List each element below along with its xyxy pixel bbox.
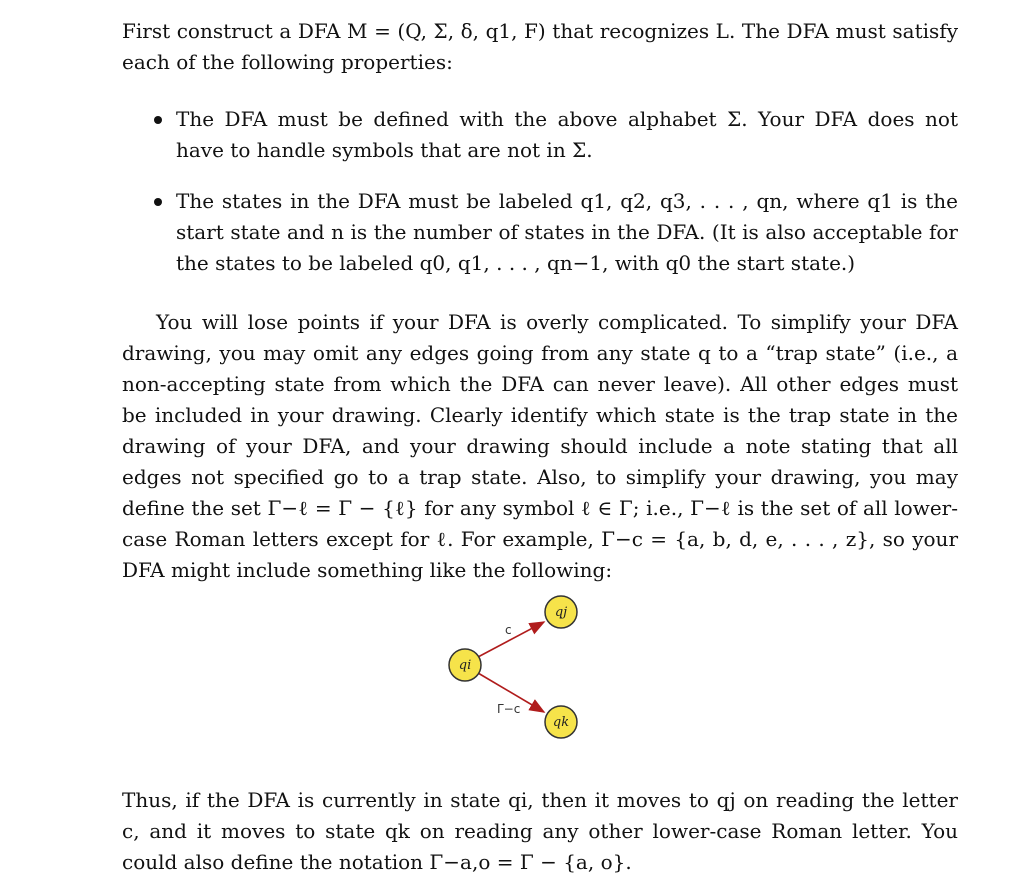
state-label-qk: qk — [552, 715, 570, 730]
bullet-item-state-labels — [176, 186, 958, 279]
edge-label-c: c — [505, 623, 512, 637]
state-label-qi: qi — [458, 658, 472, 673]
bullet-icon — [154, 198, 162, 206]
bullet-item-alphabet — [176, 104, 958, 166]
body-paragraph: You will lose points if your DFA is overly complicated. To simplify your DFA drawing, you may omit any edges going from any state q to a “trap state” (i.e., a non-accepting state from which the DFA can never leave). All other edges must be included in your drawing. Clearly identify which state is the trap state in the drawing of your DFA, and your drawing should include a note stating that all edges not specified go to a trap state. Also, to simplify your drawing, you may define the set Γ−ℓ = Γ − {ℓ} for any symbol ℓ ∈ Γ; i.e., Γ−ℓ is the set of all lower-case Roman letters except for ℓ. For example, Γ−c = {a, b, d, e, . . . , z}, so your DFA might include something like the following: — [122, 310, 958, 582]
bullet-text: The DFA must be defined with the above alphabet Σ. Your DFA does not have to handle symbols that are not in Σ. — [176, 107, 958, 162]
edge-label-gamma-minus-c: Γ−c — [497, 702, 521, 716]
bullet-text: The states in the DFA must be labeled q1, q2, q3, . . . , qn, where q1 is the start state and n is the number of states in the DFA. (It is also acceptable for the states to be labeled q0, q1, . . . , qn−1, with q0 the start state.) — [176, 189, 958, 275]
bullet-icon — [154, 116, 162, 124]
closing-paragraph: Thus, if the DFA is currently in state qi, then it moves to qj on reading the letter c, and it moves to state qk on reading any other lower-case Roman letter. You could also define the notation Γ−a,o = Γ − {a, o}. — [122, 788, 958, 874]
dfa-example-diagram — [430, 585, 600, 745]
intro-paragraph: First construct a DFA M = (Q, Σ, δ, q1, F) that recognizes L. The DFA must satisfy each of the following properties: — [122, 19, 958, 74]
state-label-qj: qj — [554, 605, 568, 620]
